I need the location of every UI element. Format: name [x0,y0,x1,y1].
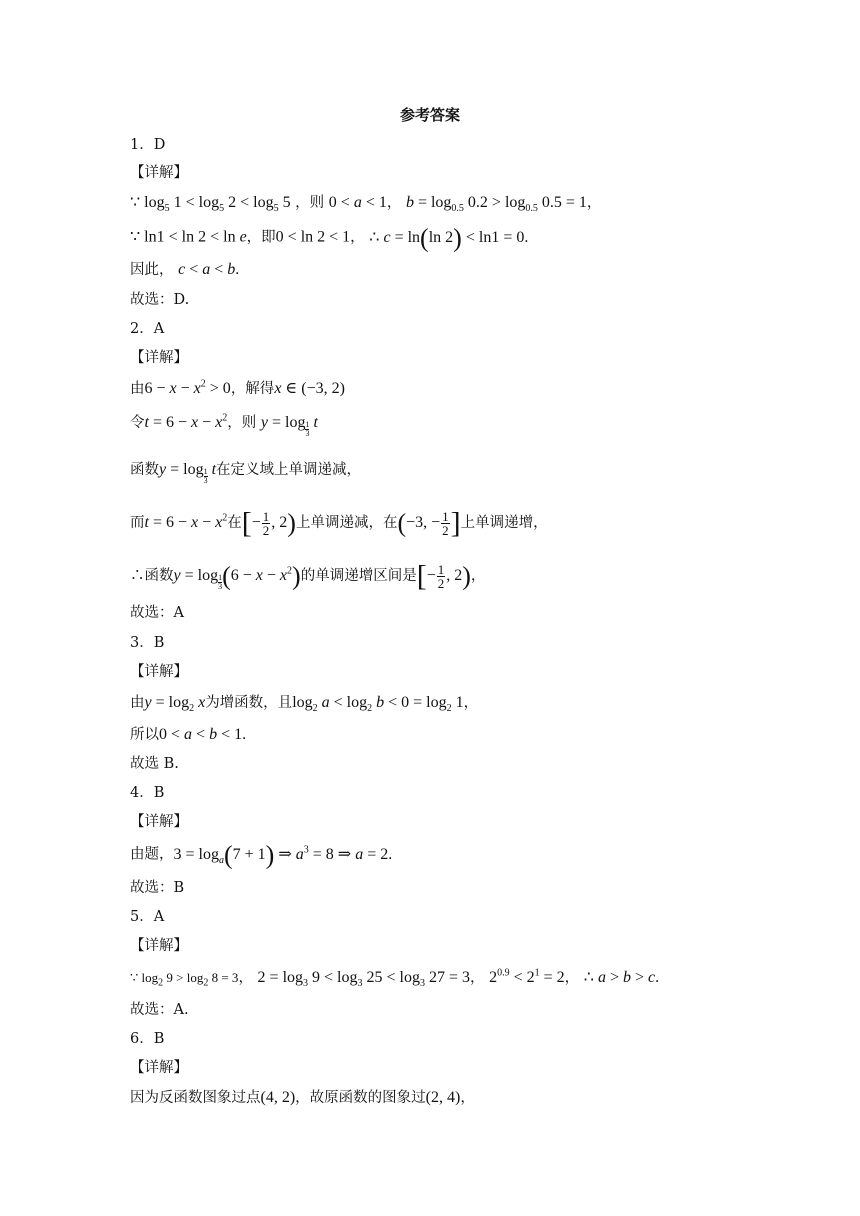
answer-2-line-5: ∴函数y = log $\frac{1}{3}$ $(6 - x - x^2)$的单调递增区间是[− $\frac{1}{2}$ , 2)， [130,559,486,593]
answer-1-line-2: ∵ ln1 < ln 2 < ln e，即0 < ln 2 < 1， ∴ c = ln(ln 2) < ln1 = 0. [130,223,529,252]
page-title: 参考答案 [399,106,460,124]
answer-6-line-1: 因为反函数图象过点(4, 2)，故原函数的图象过(2, 4)， [130,1089,475,1106]
answer-4-detail-label: 【详解】 [130,814,188,830]
answer-3-line-2: 所以0 < a < b < 1. [130,726,247,743]
answer-2-detail-label: 【详解】 [130,350,188,366]
answer-4-conclusion: 故选：B [130,880,185,896]
answer-2-line-3: 函数y = log $\frac{1}{3}$ t在定义域上单调递减， [130,461,362,485]
answer-2-line-4: 而$t = 6 - x - x^2$在[− $\frac{1}{2}$ , 2)上单调递减，在(−3, − $\frac{1}{2}$ ]上单调递增， [130,506,548,540]
answer-6-detail-label: 【详解】 [130,1060,188,1076]
answer-5-line-1: ∵ $\log_2 9 > \log_2 8 = 3$， $2 = \log_3 9 < \log_3 25 < \log_3 27 = 3$， $2^{0.9} < 2^1 = 2$， ∴ a > b > c. [130,967,660,990]
answer-3-header: 3．B [130,635,165,651]
answer-4-header: 4．B [130,785,165,801]
answer-6-header: 6．B [130,1031,165,1047]
answer-2-header: 2．A [130,321,165,337]
answer-1-line-1: ∵ $\log_5 1 < \log_5 2 < \log_5 5$ ，则 0 < a < 1， $b = \log_{0.5} 0.2 > \log_{0.5} 0.5 = 1$， [130,194,602,215]
answer-3-detail-label: 【详解】 [130,664,188,680]
answer-3-conclusion: 故选 B. [130,756,179,772]
answer-4-line-1: 由题，$3 = \log_a(7 + 1)$ ⇒ $a^3 = 8$ ⇒ a = 2. [130,840,393,869]
answer-1-line-3: 因此， c < a < b. [130,261,240,278]
answer-5-header: 5．A [130,909,165,925]
answer-2-conclusion: 故选：A [130,605,184,621]
answer-3-line-1: 由$y = \log_2 x$为增函数，且$\log_2 a < \log_2 b < 0 = \log_2 1$， [130,694,479,715]
answer-2-line-1: 由$6 - x - x^2 > 0$，解得x ∈ (−3, 2) [130,378,345,397]
answer-1-detail-label: 【详解】 [130,165,188,181]
answer-5-detail-label: 【详解】 [130,938,188,954]
answer-1-conclusion: 故选：D. [130,292,190,308]
answer-2-line-2: 令$t = 6 - x - x^2$，则 y = log $\frac{1}{3}$ t [130,412,318,438]
answer-5-conclusion: 故选：A. [130,1002,189,1018]
answer-1-header: 1．D [130,137,166,153]
